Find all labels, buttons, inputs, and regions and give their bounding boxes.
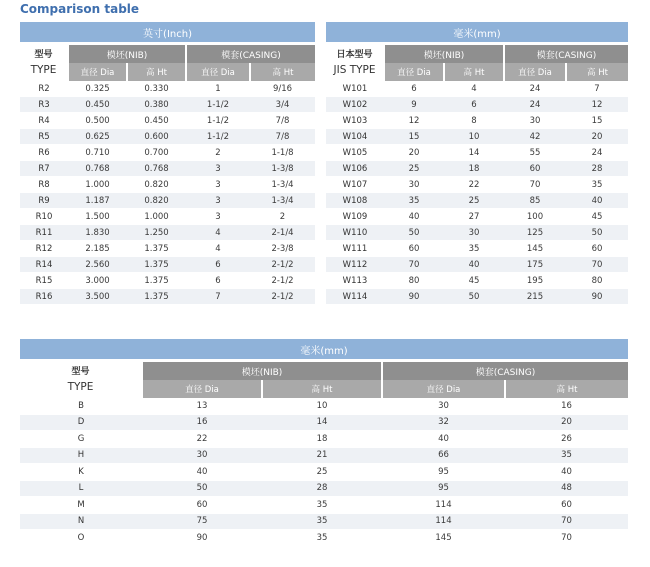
nib-ht-cell: 35 [262,513,382,530]
type-cell: W104 [326,129,384,145]
casing-dia-cell: 32 [382,414,505,431]
type-cell: W107 [326,177,384,193]
casing-dia-cell: 66 [382,447,505,464]
type-cell: H [20,447,142,464]
nib-dia-cell: 40 [384,209,444,225]
type-cell: R12 [20,241,68,257]
nib-dia-cell: 70 [384,257,444,273]
nib-ht-cell: 14 [262,414,382,431]
table-row [326,161,628,177]
table-row [20,129,315,145]
casing-ht-cell: 60 [566,241,628,257]
nib-ht-cell: 40 [444,257,504,273]
casing-ht-cell: 2-1/2 [250,289,315,305]
table-row [20,497,628,514]
nib-dia-cell: 0.710 [68,145,127,161]
type-cell: G [20,431,142,448]
table-row [20,113,315,129]
type-cell: W112 [326,257,384,273]
casing-dia-cell: 1 [186,81,250,97]
nib-dia-cell: 0.625 [68,129,127,145]
nib-ht-cell: 6 [444,97,504,113]
table-row [326,209,628,225]
casing-dia-cell: 1-1/2 [186,129,250,145]
casing-header: 模套(CASING) [504,45,628,63]
casing-ht-cell: 2-3/8 [250,241,315,257]
nib-ht-cell: 18 [262,431,382,448]
nib-dia-cell: 60 [384,241,444,257]
nib-dia-cell: 16 [142,414,262,431]
nib-ht-cell: 0.700 [127,145,186,161]
nib-header: 模坯(NIB) [384,45,504,63]
nib-ht-header: 高 Ht [262,380,382,398]
table-row [20,398,628,414]
nib-ht-cell: 30 [444,225,504,241]
table-row [20,145,315,161]
nib-dia-header: 直径 Dia [384,63,444,81]
nib-dia-cell: 0.450 [68,97,127,113]
casing-ht-cell: 48 [505,480,628,497]
casing-dia-header: 直径 Dia [382,380,505,398]
nib-ht-cell: 18 [444,161,504,177]
table-row [326,225,628,241]
type-header-en: TYPE [30,64,57,76]
type-cell: R2 [20,81,68,97]
jis-type-header-en: JIS TYPE [333,64,376,76]
nib-ht-cell: 14 [444,145,504,161]
nib-dia-cell: 90 [142,530,262,547]
casing-dia-cell: 60 [504,161,566,177]
table-row [326,241,628,257]
nib-dia-cell: 50 [384,225,444,241]
type-cell: W105 [326,145,384,161]
type-cell: B [20,398,142,414]
nib-ht-cell: 1.375 [127,289,186,305]
casing-dia-cell: 24 [504,97,566,113]
type-cell: R5 [20,129,68,145]
nib-dia-cell: 50 [142,480,262,497]
nib-ht-cell: 0.820 [127,193,186,209]
nib-ht-cell: 1.375 [127,241,186,257]
nib-dia-cell: 75 [142,513,262,530]
casing-ht-cell: 15 [566,113,628,129]
casing-ht-cell: 35 [566,177,628,193]
mm-unit-header: 毫米(mm) [20,339,628,359]
table-row [20,225,315,241]
casing-ht-cell: 70 [505,513,628,530]
type-cell: R3 [20,97,68,113]
nib-dia-cell: 2.560 [68,257,127,273]
table-row [326,113,628,129]
nib-ht-cell: 0.380 [127,97,186,113]
casing-ht-cell: 90 [566,289,628,305]
nib-dia-cell: 90 [384,289,444,305]
casing-dia-cell: 95 [382,480,505,497]
nib-ht-cell: 27 [444,209,504,225]
page-title: Comparison table [20,2,140,16]
type-cell: W102 [326,97,384,113]
mm-type-header-en: TYPE [67,381,94,393]
nib-dia-cell: 0.500 [68,113,127,129]
casing-ht-cell: 24 [566,145,628,161]
table-row [20,177,315,193]
casing-ht-cell: 45 [566,209,628,225]
nib-ht-cell: 0.600 [127,129,186,145]
type-cell: W110 [326,225,384,241]
table-row [20,431,628,448]
type-cell: R10 [20,209,68,225]
casing-dia-cell: 3 [186,177,250,193]
casing-dia-cell: 145 [504,241,566,257]
casing-ht-cell: 28 [566,161,628,177]
casing-dia-cell: 215 [504,289,566,305]
mm-type-header-zh: 型号 [71,367,90,377]
casing-ht-cell: 3/4 [250,97,315,113]
nib-dia-cell: 1.187 [68,193,127,209]
casing-dia-header: 直径 Dia [504,63,566,81]
table-row [20,257,315,273]
casing-ht-cell: 7/8 [250,113,315,129]
casing-dia-cell: 40 [382,431,505,448]
type-cell: R15 [20,273,68,289]
casing-ht-cell: 80 [566,273,628,289]
casing-ht-cell: 12 [566,97,628,113]
casing-dia-cell: 95 [382,464,505,481]
casing-dia-cell: 2 [186,145,250,161]
type-cell: R6 [20,145,68,161]
type-cell: K [20,464,142,481]
nib-ht-cell: 1.000 [127,209,186,225]
table-row [326,257,628,273]
nib-dia-cell: 3.500 [68,289,127,305]
casing-dia-cell: 4 [186,241,250,257]
nib-ht-cell: 35 [262,497,382,514]
table-row [20,273,315,289]
casing-ht-cell: 2-1/2 [250,273,315,289]
table-row [326,273,628,289]
jis-comparison-table [326,22,628,305]
casing-dia-cell: 114 [382,513,505,530]
table-row [20,480,628,497]
nib-dia-cell: 15 [384,129,444,145]
nib-ht-cell: 1.375 [127,273,186,289]
jis-type-header-zh: 日本型号 [336,50,373,60]
nib-ht-cell: 10 [444,129,504,145]
table-row [20,97,315,113]
nib-ht-cell: 22 [444,177,504,193]
type-cell: W108 [326,193,384,209]
table-row [326,193,628,209]
casing-ht-cell: 20 [505,414,628,431]
nib-dia-cell: 35 [384,193,444,209]
nib-dia-cell: 9 [384,97,444,113]
type-cell: O [20,530,142,547]
nib-dia-cell: 12 [384,113,444,129]
nib-ht-cell: 0.330 [127,81,186,97]
nib-dia-cell: 80 [384,273,444,289]
casing-ht-header: 高 Ht [505,380,628,398]
type-cell: R7 [20,161,68,177]
inch-comparison-table [20,22,315,305]
nib-ht-cell: 10 [262,398,382,414]
casing-dia-cell: 114 [382,497,505,514]
nib-dia-cell: 3.000 [68,273,127,289]
type-cell: R16 [20,289,68,305]
table-row [326,97,628,113]
type-cell: W106 [326,161,384,177]
nib-ht-header: 高 Ht [444,63,504,81]
casing-ht-cell: 7/8 [250,129,315,145]
casing-dia-cell: 6 [186,257,250,273]
nib-ht-cell: 4 [444,81,504,97]
nib-dia-cell: 30 [142,447,262,464]
casing-dia-cell: 85 [504,193,566,209]
nib-ht-cell: 35 [262,530,382,547]
type-cell: R14 [20,257,68,273]
nib-ht-cell: 8 [444,113,504,129]
casing-ht-cell: 2-1/4 [250,225,315,241]
nib-header: 模坯(NIB) [142,362,382,380]
casing-ht-cell: 1-1/8 [250,145,315,161]
type-cell: W114 [326,289,384,305]
casing-ht-cell: 20 [566,129,628,145]
type-cell: W103 [326,113,384,129]
casing-ht-cell: 16 [505,398,628,414]
casing-ht-cell: 40 [566,193,628,209]
nib-ht-header: 高 Ht [127,63,186,81]
casing-ht-cell: 1-3/4 [250,193,315,209]
table-row [20,241,315,257]
nib-dia-cell: 13 [142,398,262,414]
nib-dia-cell: 30 [384,177,444,193]
casing-ht-cell: 26 [505,431,628,448]
type-cell: L [20,480,142,497]
casing-dia-cell: 7 [186,289,250,305]
nib-ht-cell: 0.768 [127,161,186,177]
nib-ht-cell: 28 [262,480,382,497]
table-row [20,414,628,431]
nib-dia-cell: 60 [142,497,262,514]
nib-dia-cell: 0.325 [68,81,127,97]
casing-dia-cell: 145 [382,530,505,547]
nib-dia-cell: 40 [142,464,262,481]
nib-ht-cell: 21 [262,447,382,464]
casing-dia-cell: 3 [186,161,250,177]
nib-ht-cell: 0.820 [127,177,186,193]
type-cell: M [20,497,142,514]
casing-dia-cell: 125 [504,225,566,241]
type-cell: R9 [20,193,68,209]
nib-header: 模坯(NIB) [68,45,186,63]
table-row [20,161,315,177]
table-row [326,289,628,305]
nib-ht-cell: 1.375 [127,257,186,273]
casing-ht-header: 高 Ht [250,63,315,81]
casing-ht-cell: 60 [505,497,628,514]
nib-dia-header: 直径 Dia [68,63,127,81]
nib-dia-header: 直径 Dia [142,380,262,398]
type-cell: W109 [326,209,384,225]
casing-dia-cell: 70 [504,177,566,193]
casing-dia-cell: 6 [186,273,250,289]
casing-ht-cell: 70 [566,257,628,273]
table-row [20,464,628,481]
mm-type-header [20,362,142,398]
casing-ht-header: 高 Ht [566,63,628,81]
casing-ht-cell: 9/16 [250,81,315,97]
table-row [20,289,315,305]
nib-dia-cell: 25 [384,161,444,177]
nib-dia-cell: 20 [384,145,444,161]
casing-ht-cell: 7 [566,81,628,97]
casing-header: 模套(CASING) [186,45,315,63]
casing-dia-cell: 1-1/2 [186,97,250,113]
table-row [20,81,315,97]
table-row [20,447,628,464]
type-cell: D [20,414,142,431]
casing-ht-cell: 2-1/2 [250,257,315,273]
casing-dia-cell: 100 [504,209,566,225]
table-row [20,513,628,530]
nib-ht-cell: 35 [444,241,504,257]
casing-ht-cell: 50 [566,225,628,241]
table-row [326,81,628,97]
nib-ht-cell: 25 [262,464,382,481]
type-cell: R8 [20,177,68,193]
jis-type-header [326,45,384,81]
type-cell: R11 [20,225,68,241]
nib-dia-cell: 1.830 [68,225,127,241]
type-cell: R4 [20,113,68,129]
casing-dia-cell: 30 [504,113,566,129]
casing-dia-cell: 24 [504,81,566,97]
mm-comparison-table [20,339,628,547]
nib-dia-cell: 22 [142,431,262,448]
casing-ht-cell: 1-3/4 [250,177,315,193]
casing-ht-cell: 2 [250,209,315,225]
casing-dia-cell: 42 [504,129,566,145]
table-row [326,145,628,161]
type-header [20,45,68,81]
casing-dia-cell: 55 [504,145,566,161]
jis-unit-header: 毫米(mm) [326,22,628,42]
type-header-zh: 型号 [34,50,53,60]
nib-ht-cell: 50 [444,289,504,305]
casing-ht-cell: 1-3/8 [250,161,315,177]
nib-ht-cell: 1.250 [127,225,186,241]
table-row [20,209,315,225]
nib-dia-cell: 2.185 [68,241,127,257]
casing-dia-cell: 3 [186,193,250,209]
type-cell: W111 [326,241,384,257]
nib-dia-cell: 1.000 [68,177,127,193]
casing-dia-cell: 3 [186,209,250,225]
nib-dia-cell: 0.768 [68,161,127,177]
casing-ht-cell: 40 [505,464,628,481]
nib-ht-cell: 0.450 [127,113,186,129]
casing-ht-cell: 35 [505,447,628,464]
type-cell: N [20,513,142,530]
nib-dia-cell: 1.500 [68,209,127,225]
table-row [326,177,628,193]
casing-dia-cell: 30 [382,398,505,414]
table-row [20,193,315,209]
casing-dia-cell: 1-1/2 [186,113,250,129]
table-row [20,530,628,547]
casing-ht-cell: 70 [505,530,628,547]
type-cell: W101 [326,81,384,97]
table-row [326,129,628,145]
nib-ht-cell: 25 [444,193,504,209]
casing-dia-cell: 4 [186,225,250,241]
type-cell: W113 [326,273,384,289]
casing-dia-header: 直径 Dia [186,63,250,81]
nib-dia-cell: 6 [384,81,444,97]
casing-dia-cell: 175 [504,257,566,273]
inch-unit-header: 英寸(Inch) [20,22,315,42]
nib-ht-cell: 45 [444,273,504,289]
casing-header: 模套(CASING) [382,362,628,380]
casing-dia-cell: 195 [504,273,566,289]
